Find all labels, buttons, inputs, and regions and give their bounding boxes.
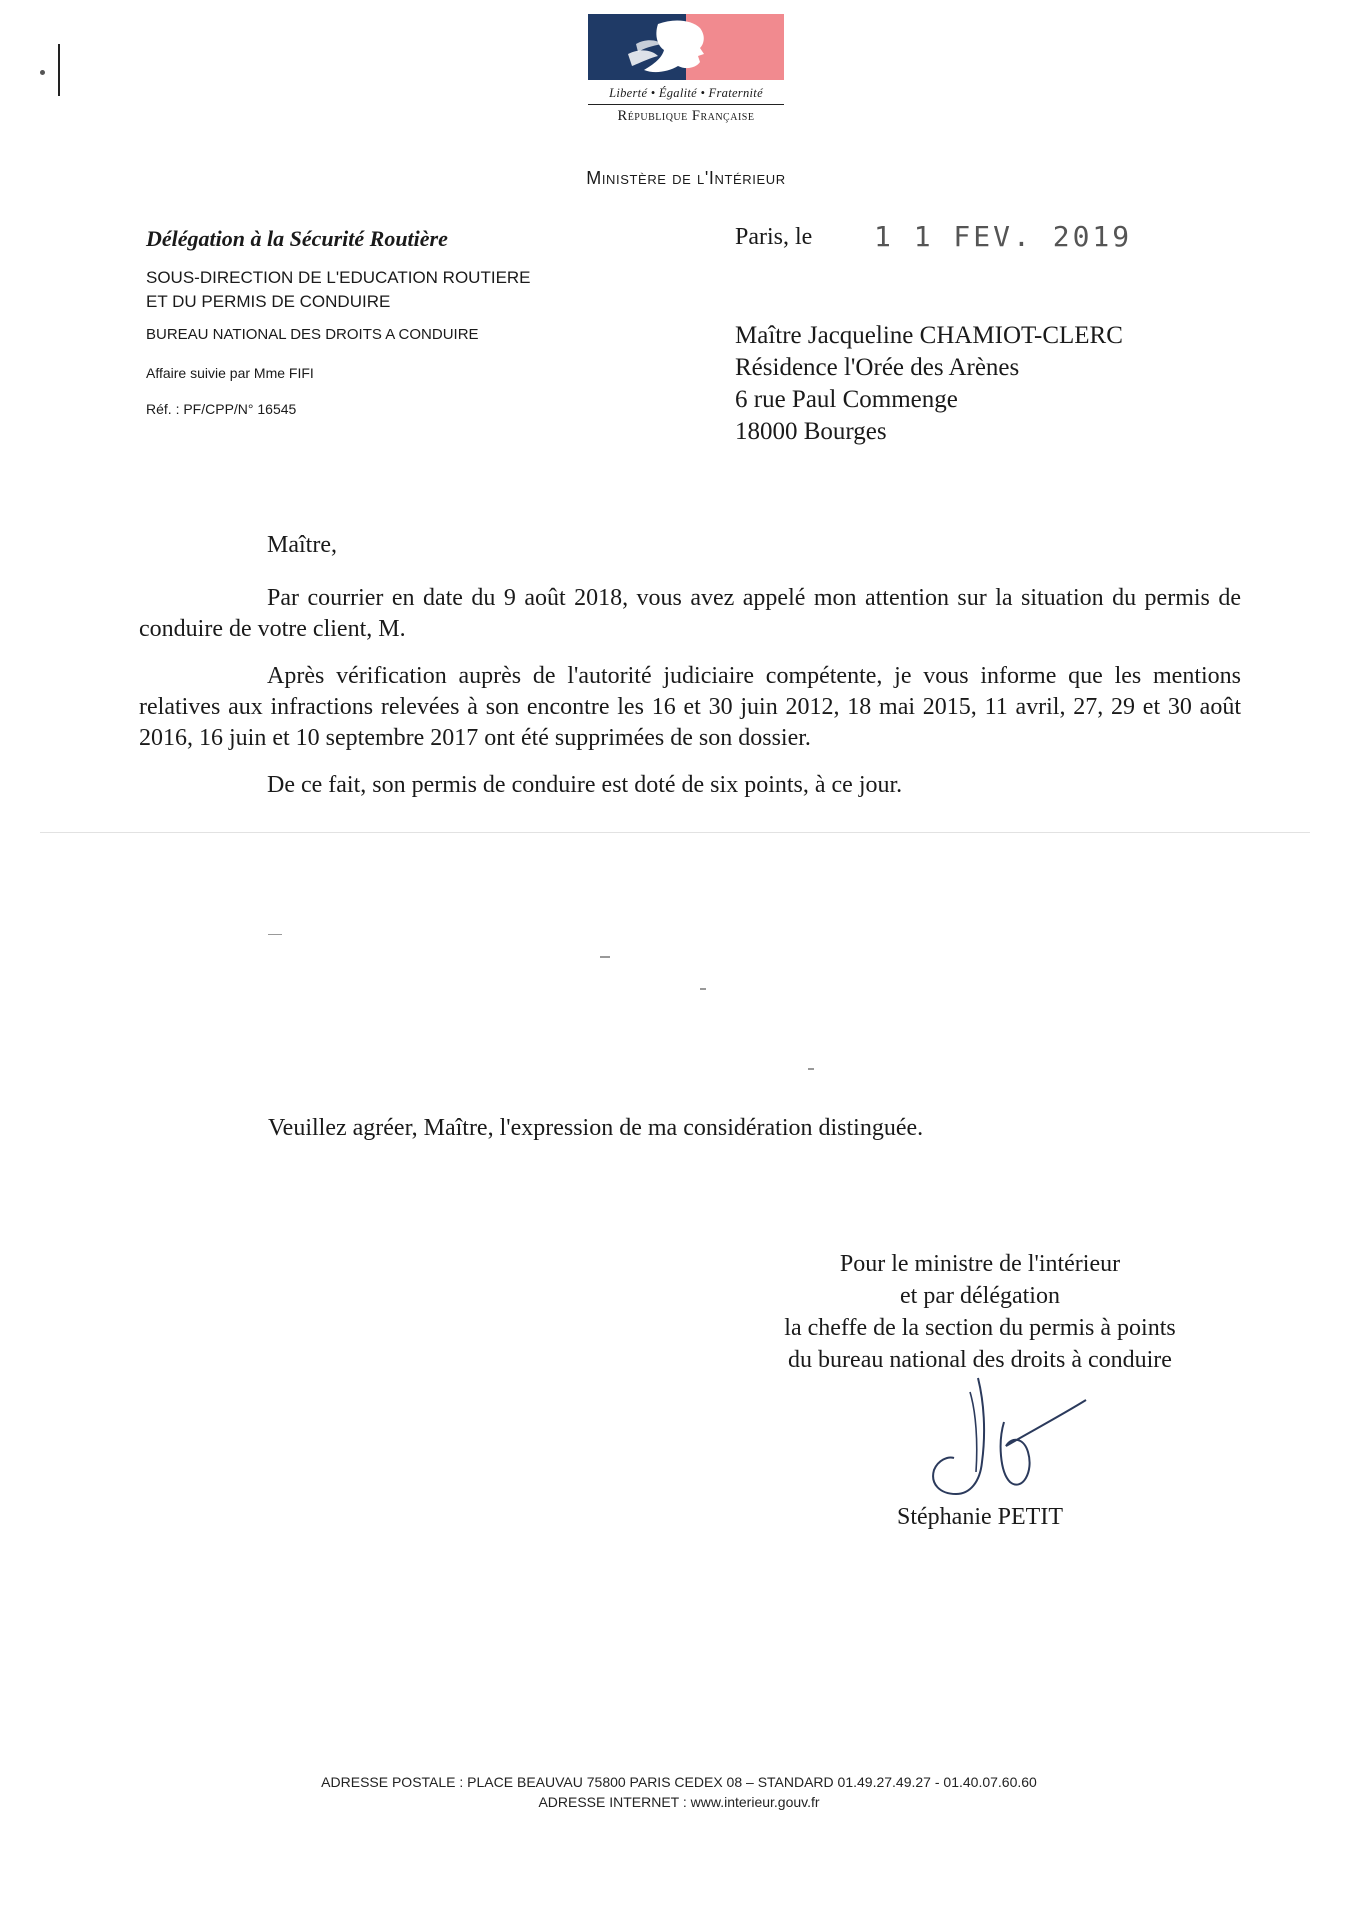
handwritten-signature-icon (900, 1372, 1090, 1512)
logo-motto: Liberté • Égalité • Fraternité (609, 86, 763, 100)
closing-formula: Veuillez agréer, Maître, l'expression de ma considération distinguée. (268, 1115, 924, 1141)
signature-line2: et par délégation (900, 1283, 1060, 1309)
sender-block (146, 226, 646, 417)
date-prefix: Paris, le (735, 224, 813, 250)
signatory-name: Stéphanie PETIT (897, 1504, 1063, 1530)
addressee-line1: Maître Jacqueline CHAMIOT-CLERC (735, 322, 1123, 349)
paragraph-3: De ce fait, son permis de conduire est doté de six points, à ce jour. (267, 772, 903, 798)
date-stamp: 1 1 FEV. 2019 (874, 220, 1133, 253)
paragraph-1: Par courrier en date du 9 août 2018, vous avez appelé mon attention sur la situation du permis de conduire de votre client, M. (139, 585, 1241, 642)
signature-line4: du bureau national des droits à conduire (788, 1347, 1172, 1373)
letter-body (139, 530, 1241, 817)
sender-reference: Réf. : PF/CPP/N° 16545 (146, 401, 297, 417)
ministry-title: Ministère de l'Intérieur (586, 168, 786, 188)
paragraph-2: Après vérification auprès de l'autorité judiciaire compétente, je vous informe que les mentions relatives aux infractions relevées à son encontre les 16 et 30 juin 2012, 18 mai 2015, 11 avril, 27, 29 et 30 août 2016, 16 juin et 10 septembre 2017 ont été supprimées de son dossier. (139, 663, 1241, 751)
sender-delegation: Délégation à la Sécurité Routière (146, 226, 448, 251)
scan-dot (40, 70, 45, 75)
scan-artifact (700, 988, 706, 990)
scan-artifact (600, 956, 610, 958)
marianne-logo (588, 14, 784, 125)
scan-artifact (268, 934, 282, 935)
signature-line3: la cheffe de la section du permis à points (784, 1315, 1176, 1341)
addressee-line4: 18000 Bourges (735, 418, 887, 445)
addressee-line3: 6 rue Paul Commenge (735, 386, 958, 413)
logo-republic: République Française (617, 108, 755, 124)
sender-bureau: BUREAU NATIONAL DES DROITS A CONDUIRE (146, 326, 479, 343)
sender-affaire: Affaire suivie par Mme FIFI (146, 365, 314, 381)
footer-website: ADRESSE INTERNET : www.interieur.gouv.fr (538, 1794, 820, 1810)
addressee-line2: Résidence l'Orée des Arènes (735, 354, 1020, 381)
signature-line1: Pour le ministre de l'intérieur (839, 1251, 1121, 1277)
sender-subdirection (146, 266, 646, 314)
addressee-block (735, 320, 1123, 448)
signature-block (720, 1248, 1240, 1376)
scan-artifact (808, 1068, 814, 1070)
scan-punch-mark (58, 44, 60, 96)
scan-artifact (40, 832, 1310, 833)
sender-subdirection-line2: ET DU PERMIS DE CONDUIRE (146, 292, 391, 311)
footer-postal-address: ADRESSE POSTALE : PLACE BEAUVAU 75800 PARIS CEDEX 08 – STANDARD 01.49.27.49.27 - 01.40.07.60.60 (321, 1774, 1037, 1790)
logo-divider (588, 104, 784, 105)
marianne-flag-icon (588, 14, 784, 80)
sender-subdirection-line1: SOUS-DIRECTION DE L'EDUCATION ROUTIERE (146, 268, 531, 287)
salutation: Maître, (267, 532, 337, 558)
footer (0, 1772, 1358, 1812)
